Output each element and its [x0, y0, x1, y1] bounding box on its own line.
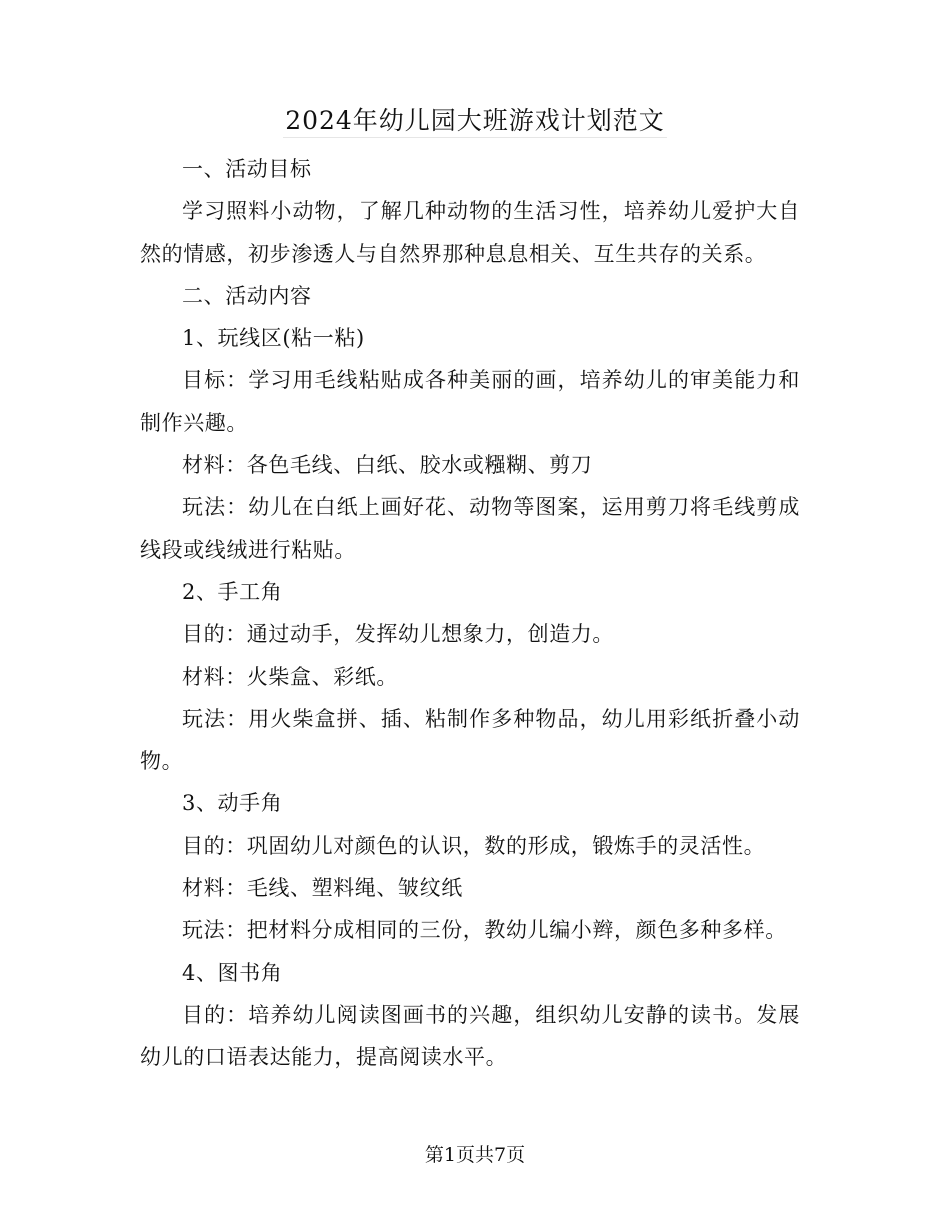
document-title-text: 2024年幼儿园大班游戏计划范文 [283, 106, 667, 138]
subheading-book-corner: 4、图书角 [182, 960, 283, 985]
paragraph-hands-on-materials: 材料：毛线、塑料绳、皱纹纸 [182, 876, 463, 901]
page-number-footer: 第1页共7页 [424, 1144, 526, 1166]
paragraph-yarn-play: 玩法：幼儿在白纸上画好花、动物等图案，运用剪刀将毛线剪成线段或线绒进行粘贴。 [140, 495, 800, 562]
subheading-hands-on-corner: 3、动手角 [182, 791, 283, 816]
paragraph-yarn-goal: 目标：学习用毛线粘贴成各种美丽的画，培养幼儿的审美能力和制作兴趣。 [140, 368, 800, 435]
paragraph-goals-text: 学习照料小动物，了解几种动物的生活习性，培养幼儿爱护大自然的情感，初步渗透人与自然界那种息息相关、互生共存的关系。 [140, 199, 800, 266]
paragraph-handcraft-play: 玩法：用火柴盒拼、插、粘制作多种物品，幼儿用彩纸折叠小动物。 [140, 706, 800, 774]
document-title [0, 103, 950, 139]
section-heading-goals: 一、活动目标 [182, 157, 312, 181]
section-heading-content: 二、活动内容 [182, 283, 312, 308]
paragraph-handcraft-materials: 材料：火柴盒、彩纸。 [182, 664, 398, 689]
paragraph-hands-on-goal: 目的：巩固幼儿对颜色的认识，数的形成，锻炼手的灵活性。 [182, 833, 766, 858]
subheading-handcraft-corner: 2、手工角 [182, 579, 283, 604]
paragraph-hands-on-play: 玩法：把材料分成相同的三份，教幼儿编小辫，颜色多种多样。 [182, 918, 787, 943]
paragraph-handcraft-goal: 目的：通过动手，发挥幼儿想象力，创造力。 [182, 622, 614, 647]
paragraph-yarn-materials: 材料：各色毛线、白纸、胶水或糨糊、剪刀 [182, 453, 593, 478]
paragraph-book-goal: 目的：培养幼儿阅读图画书的兴趣，组织幼儿安静的读书。发展幼儿的口语表达能力，提高阅读水平。 [140, 1002, 800, 1070]
subheading-yarn-area: 1、玩线区(粘一粘) [182, 326, 365, 351]
document-body [140, 148, 800, 1079]
